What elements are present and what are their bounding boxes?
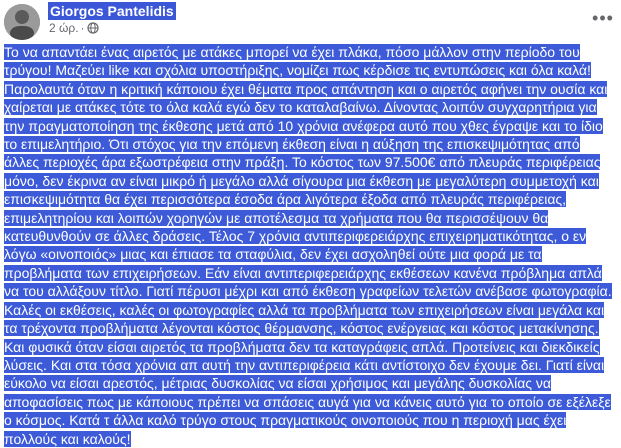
- more-options-icon[interactable]: •••: [592, 8, 614, 28]
- post-text-highlighted: Το να απαντάει ένας αιρετός με ατάκες μπορεί να έχει πλάκα, πόσο μάλλον στην περίοδο του τρύγου! Μαζεύει like και σχόλια υποστήριξης, νομίζει πως κέρδισε τις εντυπώσεις και όλα καλά! Παρολαυτά όταν η κριτική κάποιου έχει θέματα προς απάντηση και ο αιρετός αφήνει την ουσία και χαίρεται με ατάκες τότε το όλα καλά εγώ δεν το καταλαβαίνω. Δίνοντας λοιπόν συγχαρητήρια για την πραγματοποίηση της έκθεσης μετά από 10 χρόνια ανέφερα αυτό που χθες έγραψε και το ίδιο το επιμελητήριο. Ότι στόχος για την επόμενη έκθεση είναι η αύξηση της επισκεψιμότητας από άλλες περιοχές άρα εξωστρέφεια στην πράξη. Το κόστος των 97.500€ από πλευράς περιφέρειας μόνο, δεν έκρινα αν είναι μικρό ή μεγάλο αλλά σίγουρα μια έκθεση με μεγαλύτερη συμμετοχή και επισκεψιμότητα θα έχει περισσότερα έσοδα άρα λιγότερα έξοδα από πλευράς περιφέρειας, επιμελητηρίου και λοιπών χορηγών με αποτέλεσμα τα χρήματα που θα περισσέψουν θα κατευθυνθούν σε άλλες δράσεις. Τέλος 7 χρόνια αντιπεριφερειάρχης επιχειρηματικότητας, ο εν λόγω «οινοποιός» μιας και έπιασε τα σταφύλια, δεν έχει ασχοληθεί ούτε μια φορά με τα προβλήματα των επιχειρήσεων. Εάν είναι αντιπεριφερειάρχης εκθέσεων κανένα πρόβλημα απλά να του αλλάξουν τίτλο. Γιατί πέρυσι μέχρι και από έκθεση γραφείων τελετών ανέβασε φωτογραφία. Καλές οι εκθέσεις, καλές οι φωτογραφίες αλλά τα προβλήματα των επιχειρήσεων είναι μεγάλα και τα τρέχοντα προβλήματα λέγονται κόστος θέρμανσης, κόστος ενέργειας και κόστος μετακίνησης. Και φυσικά όταν είσαι αιρετός τα προβλήματα δεν τα καταγράφεις απλά. Προτείνεις και διεκδικείς λύσεις. Και στα τόσα χρόνια απ αυτή την αντιπεριφέρεια κάτι αντίστοιχο δεν έχουμε δει. Γιατί είναι εύκολο να είσαι αρεστός, μέτριας δυσκολίας να είσαι χρήσιμος και μεγάλης δυσκολίας να αποφασίσεις πως με κάποιους πρέπει να σπάσεις αυγά για να κάνεις αυτό για το οποίο σε εξέλεξε ο κόσμος. Κατά τ άλλα καλό τρύγο στους πραγματικούς οινοποιούς που η περιοχή μας έχει πολλούς και καλούς!: [4, 44, 612, 447]
- post-header: [0, 0, 621, 40]
- post-meta: [49, 21, 99, 35]
- author-name[interactable]: Giorgos Pantelidis: [50, 3, 174, 19]
- author-avatar[interactable]: [4, 4, 40, 40]
- globe-icon[interactable]: [87, 22, 99, 34]
- post-text: [4, 43, 617, 448]
- meta-separator: ·: [80, 21, 85, 35]
- avatar-photo-icon: [4, 4, 40, 40]
- post-timestamp[interactable]: 2 ώρ.: [49, 21, 79, 35]
